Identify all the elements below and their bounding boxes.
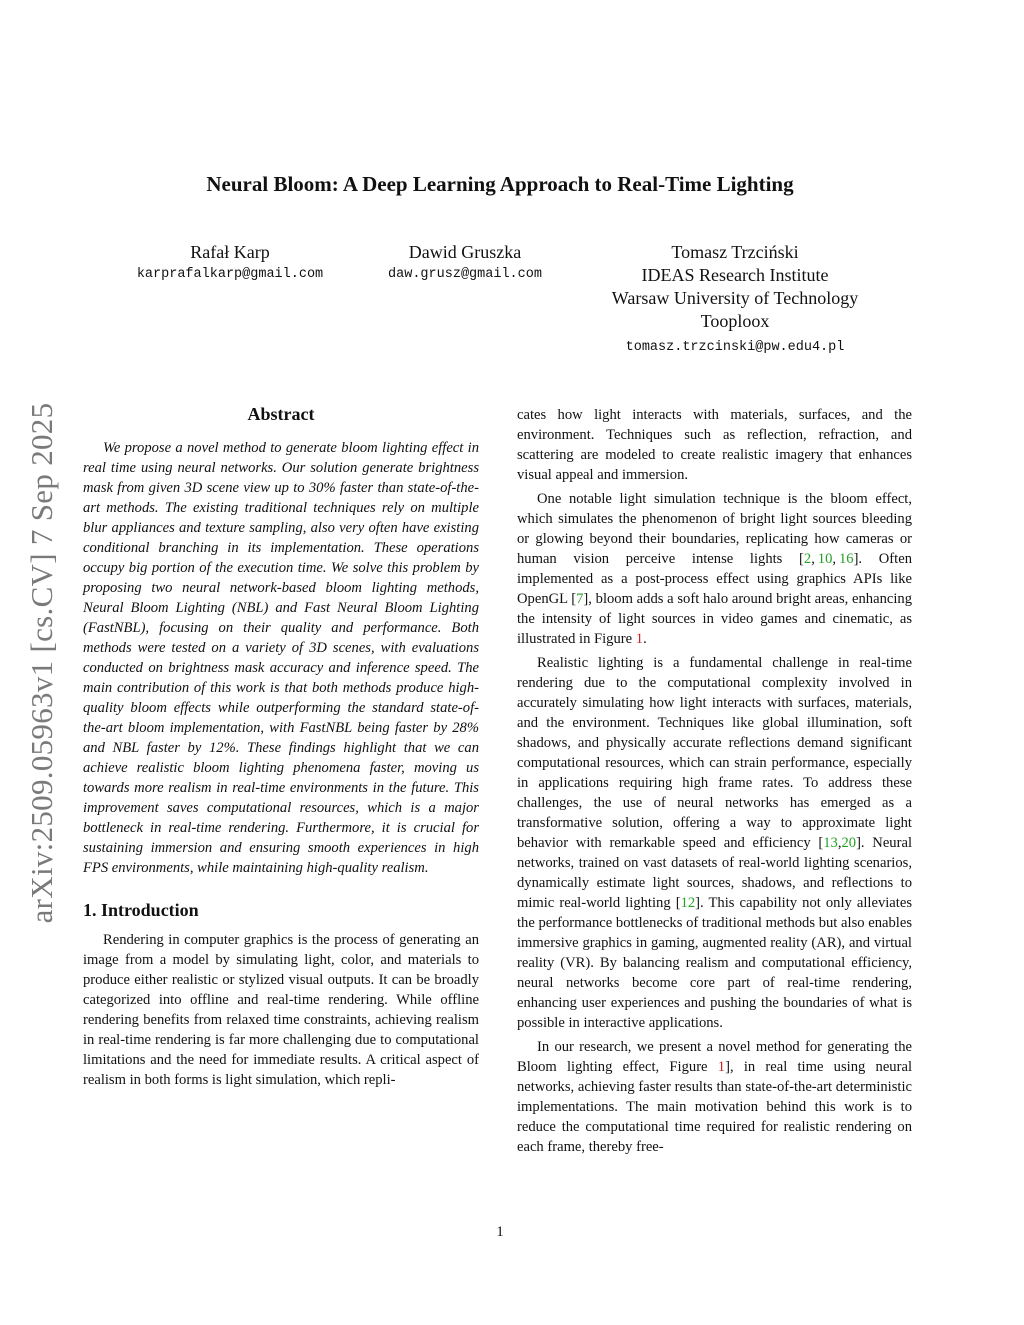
author-1 xyxy=(110,241,350,286)
paragraph-text: ], bloom adds a soft halo around bright areas, enhancing the intensity of light sources in video games and cinematic, as illustrated in Figure xyxy=(517,591,912,647)
figure-link[interactable]: 1 xyxy=(635,631,644,647)
citation-link[interactable]: 10 xyxy=(817,551,833,567)
arxiv-sidebar xyxy=(22,380,62,945)
section-heading-introduction: 1. Introduction xyxy=(83,900,199,920)
paragraph-text: ], in real time using neural networks, achieving faster results than state-of-the-art deterministic implementations. The main motivation behind this work is to reduce the computational time required for realistic rendering on each frame, thereby free- xyxy=(517,1059,913,1155)
paper-title: Neural Bloom: A Deep Learning Approach to Real-Time Lighting xyxy=(206,172,794,196)
paragraph-text: ]. This capability not only alleviates the performance bottlenecks of traditional methods but also enables immersive graphics in gaming, augmented reality (AR), and virtual reality (VR). By balancing realism and computational efficiency, neural networks become core part of real-time rendering, enhancing user experiences and pushing the boundaries of what is possible in interactive applications. xyxy=(517,895,913,1031)
abstract-heading: Abstract xyxy=(247,404,315,424)
intro-paragraph-1: Rendering in computer graphics is the process of generating an image from a model by simulating light, color, and materials to produce either realistic or stylized visual outputs. It can be broadly categorized into offline and real-time rendering. While offline rendering benefits from relaxed time constraints, achieving realism in real-time rendering is far more challenging due to computational limitations and the need for immediate results. A critical aspect of realism in both forms is light simulation, which repli- xyxy=(83,932,479,1088)
author-2 xyxy=(360,241,570,286)
paragraph-text: One notable light simulation technique is the bloom effect, which simulates the phenomenon of bright light sources bleeding or glowing beyond their boundaries, replicating how cameras or human vision perceive intense lights [ xyxy=(517,491,912,567)
citation-link[interactable]: 20 xyxy=(841,835,857,851)
citation-link[interactable]: 16 xyxy=(838,551,854,567)
paragraph-text: ]. Often implemented as a post-process effect using graphics APIs like OpenGL [ xyxy=(517,551,912,607)
paragraph-text: Realistic lighting is a fundamental challenge in real-time rendering due to the computational complexity involved in accurately simulating how light interacts with surfaces, materials, and the environment. Techniques like global illumination, soft shadows, and physically accurate reflections demand significant computational resources, which can strain performance, especially in applications requiring high frame rates. To address these challenges, the use of neural networks has emerged as a transformative solution, offering a way to approximate light behavior with remarkable speed and efficiency [ xyxy=(517,655,912,851)
intro-paragraph-1-continued: cates how light interacts with materials, surfaces, and the environment. Techniques such as reflection, refraction, and scattering are modeled to create realistic imagery that enhances visual appeal and immersion. xyxy=(517,407,912,483)
page-number: 1 xyxy=(496,1224,504,1240)
author-email[interactable]: tomasz.trzcinski@pw.edu4.pl xyxy=(625,340,845,355)
citation-link[interactable]: 2 xyxy=(803,551,812,567)
arxiv-identifier[interactable]: arXiv:2509.05963v1 [cs.CV] 7 Sep 2025 xyxy=(24,402,59,923)
right-column xyxy=(517,405,912,1161)
author-affiliation: IDEAS Research Institute xyxy=(641,265,829,285)
intro-paragraph-3: Realistic lighting is a fundamental challenge in real-time rendering due to the computational complexity involved in accurately simulating how light interacts with surfaces, materials, and the environment. Techniques like global illumination, soft shadows, and physically accurate reflections demand significant computational resources, which can strain performance, especially in applications requiring high frame rates. To address these challenges, the use of neural networks has emerged as a transformative solution, offering a way to approximate light behavior with remarkable speed and efficiency [13,20]. Neural networks, trained on vast datasets of real-world lighting scenarios, dynamically estimate light sources, shadows, and reflections to mimic real-world lighting [12]. This capability not only alleviates the performance bottlenecks of traditional methods but also enables immersive graphics in gaming, augmented reality (AR), and virtual reality (VR). By balancing realism and computational efficiency, neural networks become core part of real-time rendering, enhancing user experiences and pushing the boundaries of what is possible in interactive applications. xyxy=(517,655,913,1031)
citation-link[interactable]: 7 xyxy=(576,591,584,607)
abstract-text: We propose a novel method to generate bloom lighting effect in real time using neural networks. Our solution generate brightness mask from given 3D scene view up to 30% faster than state-of-the-art methods. The existing traditional techniques rely on multiple blur appliances and texture sampling, also very often have existing conditional branching in its implementation. These operations occupy big portion of the execution time. We solve this problem by proposing two neural network-based bloom lighting methods, Neural Bloom Lighting (NBL) and Fast Neural Bloom Lighting (FastNBL), focusing on their quality and performance. Both methods were tested on a variety of 3D scenes, with evaluations conducted on brightness mask accuracy and inference speed. The main contribution of this work is that both methods produce high-quality bloom effects while outperforming the standard state-of-the-art bloom implementation, with FastNBL being faster by 28% and NBL faster by 12%. These findings highlight that we can achieve realistic bloom lighting phenomena faster, moving us towards more realism in real-time environments in the future. This improvement saves computational resources, which is a major bottleneck in real-time rendering. Furthermore, it is crucial for sustaining immersion and ensuring smooth experiences in high FPS environments, while maintaining high-quality realism. xyxy=(83,440,479,876)
author-affiliation: Warsaw University of Technology xyxy=(611,288,859,308)
author-name: Dawid Gruszka xyxy=(408,242,522,262)
citation-link[interactable]: 12 xyxy=(680,895,696,911)
author-email[interactable]: daw.grusz@gmail.com xyxy=(388,267,542,282)
author-name: Rafał Karp xyxy=(190,242,270,262)
figure-link[interactable]: 1 xyxy=(717,1059,726,1075)
paragraph-text: ]. Neural networks, trained on vast datasets of real-world lighting scenarios, dynamically estimate light sources, shadows, and reflections to mimic real-world lighting [ xyxy=(517,835,913,911)
intro-paragraph-2: One notable light simulation technique is the bloom effect, which simulates the phenomenon of bright light sources bleeding or glowing beyond their boundaries, replicating how cameras or human vision perceive intense lights [2, 10, 16]. Often implemented as a post-process effect using graphics APIs like OpenGL [7], bloom adds a soft halo around bright areas, enhancing the intensity of light sources in video games and cinematic, as illustrated in Figure 1. xyxy=(517,491,912,647)
author-affiliation: Tooploox xyxy=(700,311,770,331)
paragraph-text: In our research, we present a novel method for generating the Bloom lighting effect, Figure xyxy=(517,1039,912,1075)
citation-link[interactable]: 13 xyxy=(823,835,838,851)
left-column xyxy=(83,404,479,1094)
author-3 xyxy=(580,241,890,359)
intro-paragraph-4 xyxy=(517,1037,912,1157)
author-email[interactable]: karprafalkarp@gmail.com xyxy=(136,267,324,282)
author-name: Tomasz Trzciński xyxy=(671,242,799,262)
